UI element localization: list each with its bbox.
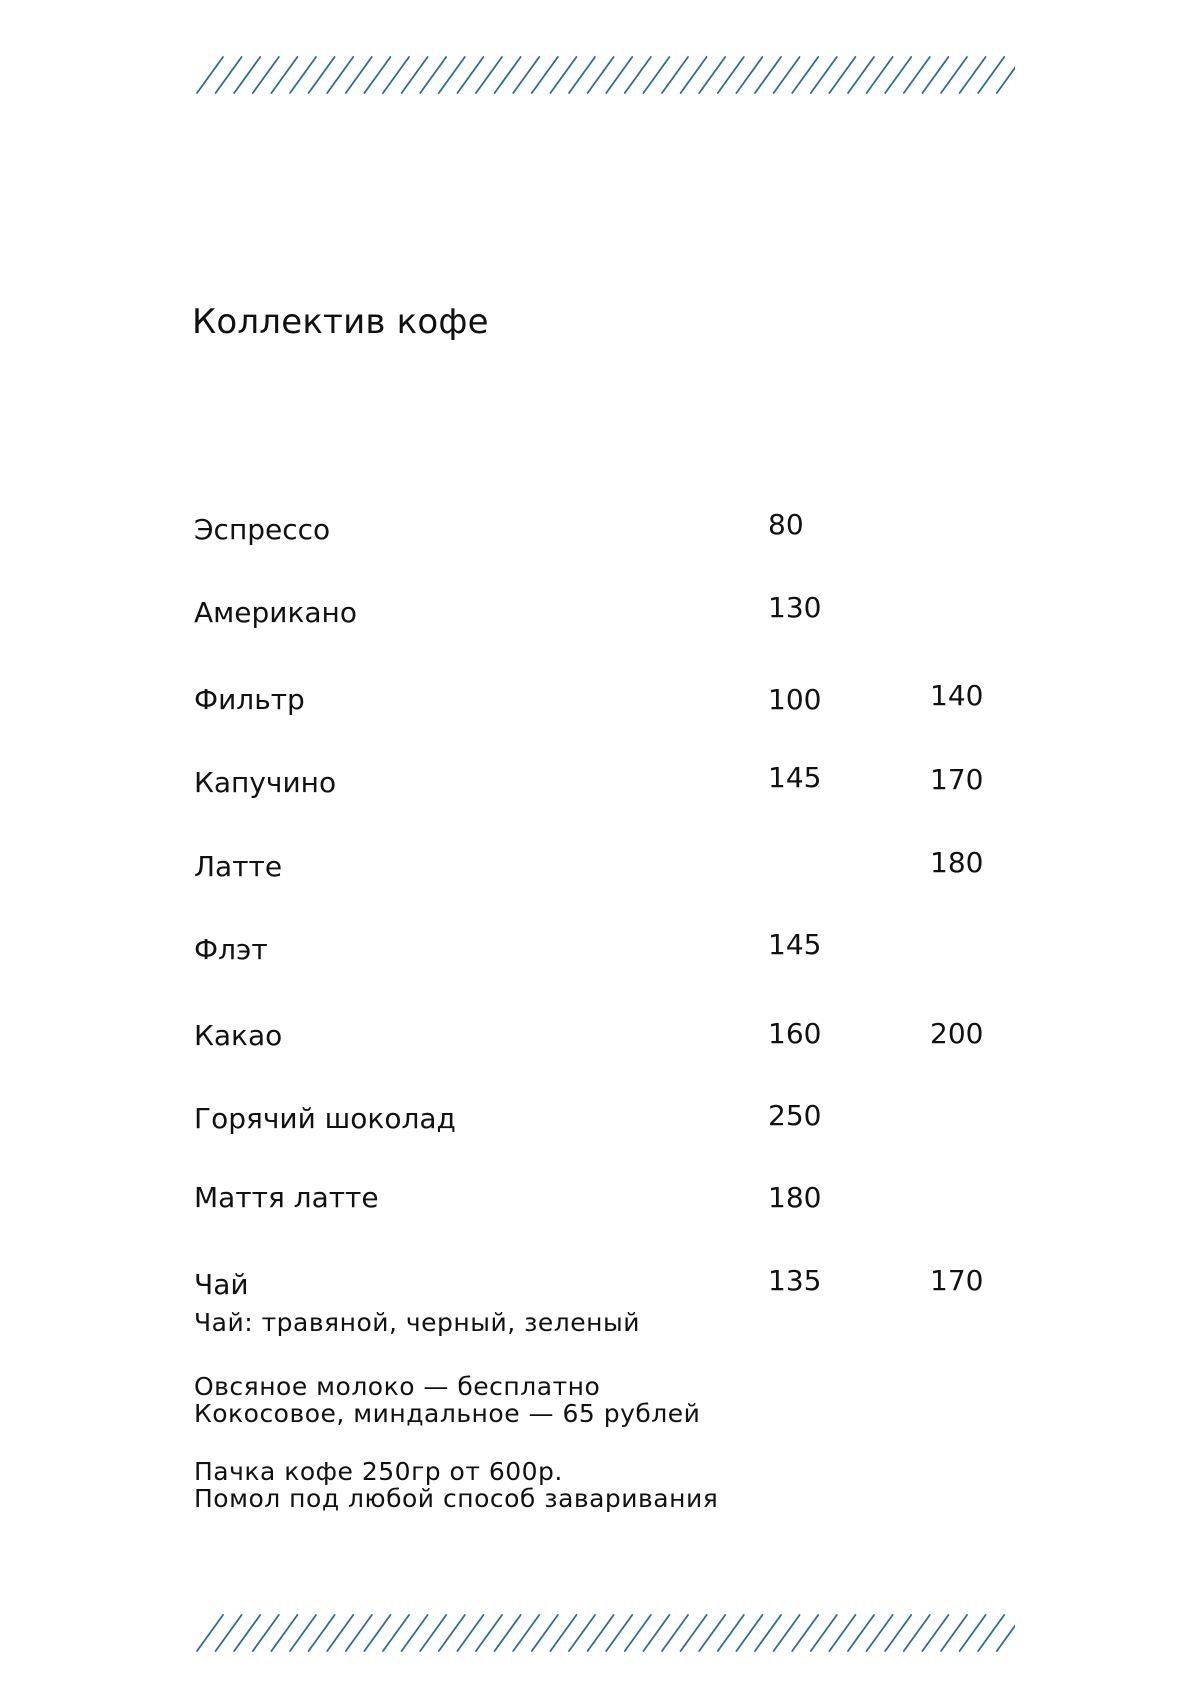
item-name: Маття латте xyxy=(194,1181,379,1214)
menu-item-matcha-latte xyxy=(0,1178,1200,1228)
menu-item-filter xyxy=(0,680,1200,730)
bottom-hatch-border xyxy=(195,1613,1015,1653)
menu-item-espresso xyxy=(0,510,1200,560)
menu-title: Коллектив кофе xyxy=(192,302,489,342)
price-small: 160 xyxy=(768,1017,822,1050)
menu-item-americano xyxy=(0,593,1200,643)
menu-item-cocoa xyxy=(0,1016,1200,1066)
grind-note: Помол под любой способ заваривания xyxy=(194,1484,719,1513)
price-small: 135 xyxy=(768,1264,822,1297)
item-name: Фильтр xyxy=(194,683,305,716)
menu-item-latte xyxy=(0,847,1200,897)
item-name: Латте xyxy=(194,850,283,883)
price-small: 100 xyxy=(768,683,822,716)
price-small: 180 xyxy=(768,1181,822,1214)
item-name: Чай xyxy=(194,1268,249,1301)
menu-item-hot-chocolate xyxy=(0,1099,1200,1149)
price-small: 145 xyxy=(768,928,822,961)
price-large: 180 xyxy=(930,846,984,879)
price-large: 170 xyxy=(930,1264,984,1297)
price-large: 170 xyxy=(930,763,984,796)
oat-milk-note: Овсяное молоко — бесплатно xyxy=(194,1372,601,1401)
menu-item-cappuccino xyxy=(0,763,1200,813)
item-name: Флэт xyxy=(194,933,268,966)
item-name: Американо xyxy=(194,596,357,629)
price-large: 200 xyxy=(930,1017,984,1050)
item-name: Какао xyxy=(194,1019,283,1052)
other-milk-note: Кокосовое, миндальное — 65 рублей xyxy=(194,1399,701,1428)
tea-types-note: Чай: травяной, черный, зеленый xyxy=(194,1308,640,1337)
price-small: 130 xyxy=(768,591,822,624)
item-name: Капучино xyxy=(194,766,337,799)
item-name: Эспрессо xyxy=(194,513,331,546)
price-small: 80 xyxy=(768,508,804,541)
item-name: Горячий шоколад xyxy=(194,1102,456,1135)
coffee-pack-note: Пачка кофе 250гр от 600р. xyxy=(194,1457,563,1486)
menu-item-flat xyxy=(0,930,1200,980)
price-large: 140 xyxy=(930,679,984,712)
price-small: 250 xyxy=(768,1099,822,1132)
price-small: 145 xyxy=(768,761,822,794)
top-hatch-border xyxy=(195,55,1015,95)
